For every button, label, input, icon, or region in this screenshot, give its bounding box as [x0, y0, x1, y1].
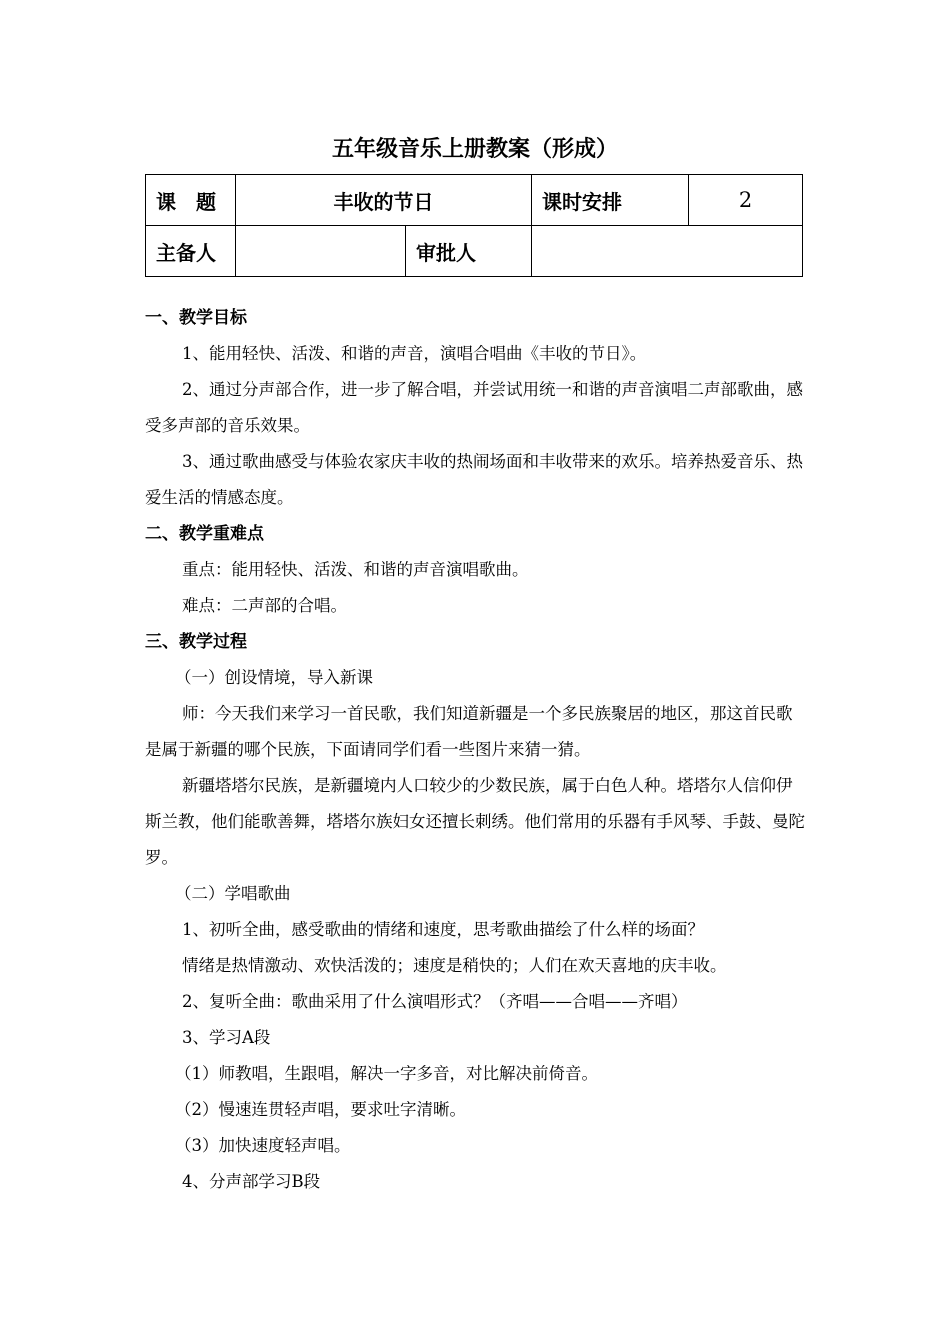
table-row [146, 175, 803, 226]
list-item: 师：今天我们来学习一首民歌，我们知道新疆是一个多民族聚居的地区，那这首民歌是属于新疆的哪个民族，下面请同学们看一些图片来猜一猜。 [145, 704, 793, 759]
list-item: （二）学唱歌曲 [175, 884, 291, 903]
list-item: 3、学习A段 [182, 1028, 271, 1047]
list-item: 2、通过分声部合作，进一步了解合唱，并尝试用统一和谐的声音演唱二声部歌曲，感受多声部的音乐效果。 [145, 380, 803, 435]
approver-label: 审批人 [406, 226, 532, 277]
section-heading: 三、教学过程 [145, 632, 247, 652]
section-heading: 一、教学目标 [145, 308, 247, 328]
topic-label: 课 题 [146, 175, 236, 226]
list-item: 2、复听全曲：歌曲采用了什么演唱形式？（齐唱——合唱——齐唱） [182, 992, 688, 1011]
section-heading: 二、教学重难点 [145, 524, 264, 544]
list-item: 新疆塔塔尔民族，是新疆境内人口较少的少数民族，属于白色人种。塔塔尔人信仰伊斯兰教，他们能歌善舞，塔塔尔族妇女还擅长刺绣。他们常用的乐器有手风琴、手鼓、曼陀罗。 [145, 776, 805, 867]
list-item: 难点：二声部的合唱。 [182, 596, 347, 615]
list-item: 1、初听全曲，感受歌曲的情绪和速度，思考歌曲描绘了什么样的场面？ [182, 920, 704, 939]
preparer-value [236, 226, 406, 277]
info-table [145, 174, 803, 277]
list-item: （3）加快速度轻声唱。 [175, 1136, 351, 1155]
list-item: 重点：能用轻快、活泼、和谐的声音演唱歌曲。 [182, 560, 529, 579]
approver-value [532, 226, 803, 277]
list-item: （1）师教唱，生跟唱，解决一字多音，对比解决前倚音。 [175, 1064, 598, 1083]
preparer-label: 主备人 [146, 226, 236, 277]
table-row [146, 226, 803, 277]
lesson-content [145, 300, 805, 1200]
page-title: 五年级音乐上册教案（形成） [331, 137, 618, 162]
list-item: 情绪是热情激动、欢快活泼的；速度是稍快的；人们在欢天喜地的庆丰收。 [182, 956, 727, 975]
hours-value: 2 [689, 175, 803, 226]
list-item: （一）创设情境，导入新课 [175, 668, 373, 687]
topic-value: 丰收的节日 [236, 175, 532, 226]
list-item: 4、分声部学习B段 [182, 1172, 321, 1191]
hours-label: 课时安排 [532, 175, 689, 226]
list-item: 3、通过歌曲感受与体验农家庆丰收的热闹场面和丰收带来的欢乐。培养热爱音乐、热爱生活的情感态度。 [145, 452, 803, 507]
list-item: （2）慢速连贯轻声唱，要求吐字清晰。 [175, 1100, 466, 1119]
list-item: 1、能用轻快、活泼、和谐的声音，演唱合唱曲《丰收的节日》。 [182, 344, 647, 363]
